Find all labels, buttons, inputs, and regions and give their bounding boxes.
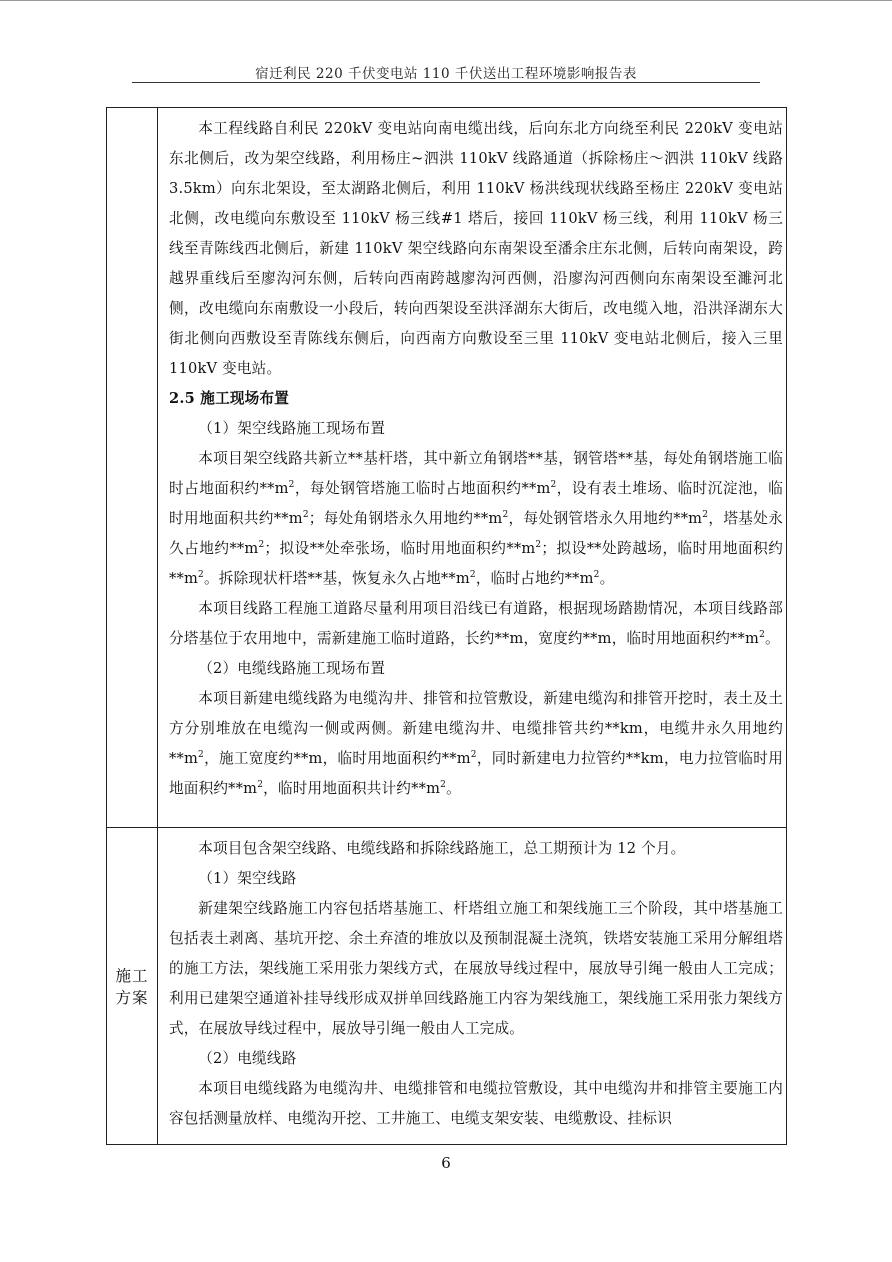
cable-site-paragraph: 本项目新建电缆线路为电缆沟井、排管和拉管敷设，新建电缆沟和排管开挖时，表土及土方分别堆放在电缆沟一侧或两侧。新建电缆沟井、电缆排管共约**km，电缆井永久用地约$**m^2$，施工宽度约**m，临时用地面积约$**m^2$，同时新建电力拉管约**km，电力拉管临时用地面积约$**m^2$，临时用地面积共计约$**m^2$。 (169, 690, 783, 797)
page-number: 6 (441, 1154, 451, 1172)
construction-intro-paragraph: 本项目包含架空线路、电缆线路和拆除线路施工，总工期预计为 12 个月。 (198, 840, 686, 857)
section-heading-2-5: 2.5 施工现场布置 (169, 390, 290, 407)
report-table (106, 107, 787, 1145)
cable-construction-paragraph: 本项目电缆线路为电缆沟井、电缆排管和电缆拉管敷设，其中电缆沟井和排管主要施工内容包括测量放样、电缆沟开挖、工井施工、电缆支架安装、电缆敷设、挂标识 (169, 1080, 783, 1127)
construction-plan-label-cell (107, 828, 157, 1146)
header-rule (132, 82, 760, 83)
construction-road-paragraph: 本项目线路工程施工道路尽量利用项目沿线已有道路，根据现场踏勘情况，本项目线路部分塔基位于农用地中，需新建施工临时道路，长约**m，宽度约**m，临时用地面积约$**m^2$。 (169, 600, 783, 647)
column-divider (157, 108, 158, 1144)
subheading-overhead-line: （1）架空线路 (198, 870, 297, 887)
subheading-cable-line: （2）电缆线路 (198, 1050, 297, 1067)
construction-plan-label: 施工方案 (115, 967, 149, 1007)
route-description-paragraph: 本工程线路自利民 220kV 变电站向南电缆出线，后向东北方向绕至利民 220kV 变电站东北侧后，改为架空线路，利用杨庄~泗洪 110kV 线路通道（拆除杨庄～泗洪 110kV 线路 3.5km）向东北架设，至太湖路北侧后，利用 110kV 杨洪线现状线路至杨庄 220kV 变电站北侧，改电缆向东敷设至 110kV 杨三线#1 塔后，接回 110kV 杨三线，利用 110kV 杨三线至青陈线西北侧后，新建 110kV 架空线路向东南架设至潘余庄东北侧，后转向南架设，跨越界重线后至廖沟河东侧，后转向西南跨越廖沟河西侧，沿廖沟河西侧向东南架设至濉河北侧，改电缆向东南敷设一小段后，转向西架设至洪泽湖东大街后，改电缆入地，沿洪泽湖东大街北侧向西敷设至青陈线东侧后，向西南方向敷设至三里 110kV 变电站北侧后，接入三里 110kV 变电站。 (169, 120, 783, 377)
page-header-title: 宿迁利民 220 千伏变电站 110 千伏送出工程环境影响报告表 (255, 66, 637, 82)
subheading-cable-site: （2）电缆线路施工现场布置 (198, 660, 386, 677)
overhead-site-paragraph: 本项目架空线路共新立**基杆塔，其中新立角钢塔**基，钢管塔**基，每处角钢塔施工临时占地面积约$**m^2$，每处钢管塔施工临时占地面积约$**m^2$，设有表土堆场、临时沉淀池，临时用地面积共约$**m^2$；每处角钢塔永久用地约$**m^2$，每处钢管塔永久用地约$**m^2$，塔基处永久占地约$**m^2$；拟设**处牵张场，临时用地面积约$**m^2$；拟设**处跨越场，临时用地面积约$**m^2$。拆除现状杆塔**基，恢复永久占地$**m^2$，临时占地约$**m^2$。 (169, 450, 784, 587)
section-construction-plan-cell (169, 834, 783, 1134)
top-border-line (0, 0, 892, 1)
subheading-overhead-site: （1）架空线路施工现场布置 (198, 420, 386, 437)
section-site-layout-cell (169, 114, 783, 804)
overhead-construction-paragraph: 新建架空线路施工内容包括塔基施工、杆塔组立施工和架线施工三个阶段，其中塔基施工包括表土剥离、基坑开挖、余土弃渣的堆放以及预制混凝土浇筑，铁塔安装施工采用分解组塔的施工方法，架线施工采用张力架线方式，在展放导线过程中，展放导引绳一般由人工完成；利用已建架空通道补挂导线形成双拼单回线路施工内容为架线施工，架线施工采用张力架线方式，在展放导线过程中，展放导引绳一般由人工完成。 (169, 900, 783, 1037)
row-divider (107, 827, 786, 828)
